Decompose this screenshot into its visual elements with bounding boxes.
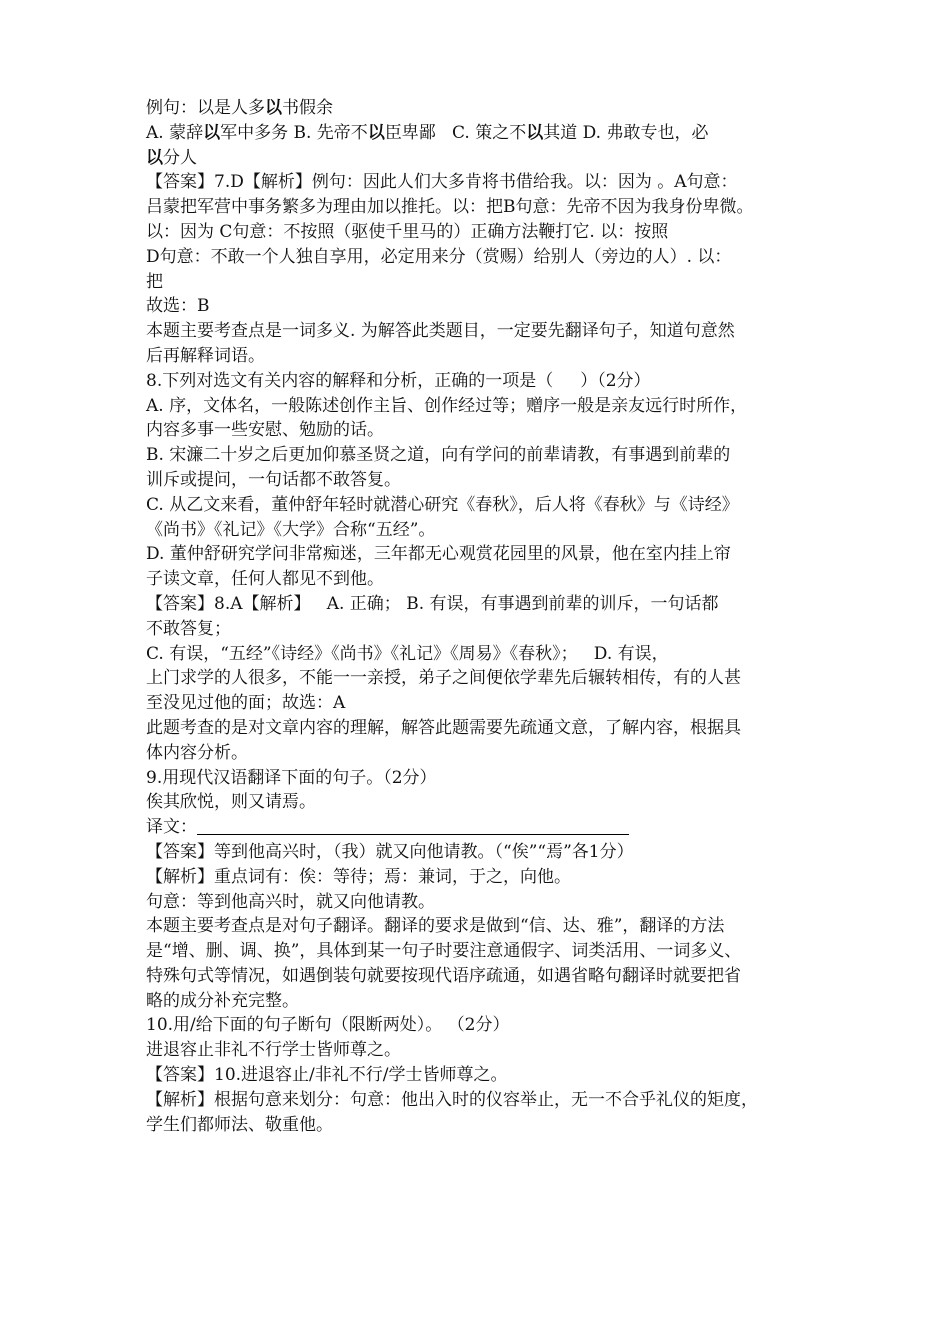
emphasized-char: 以	[146, 147, 163, 168]
text-run: 军中多务 B. 先帝不	[220, 122, 368, 143]
text-line	[146, 766, 820, 791]
text-run: 书假余	[282, 98, 333, 118]
document-page	[146, 96, 820, 1137]
text-line	[146, 567, 820, 592]
text-run: 后再解释词语。	[146, 345, 265, 366]
text-line	[146, 741, 820, 766]
text-line	[146, 790, 820, 815]
text-run: C. 有误，“五经”《诗经》《尚书》《礼记》《周易》《春秋》； D. 有误，	[146, 643, 669, 664]
text-run: 子读文章，任何人都见不到他。	[146, 569, 384, 590]
text-line	[146, 914, 820, 939]
text-line	[146, 542, 820, 567]
text-line	[146, 666, 820, 691]
text-run: C. 从乙文来看，董仲舒年轻时就潜心研究《春秋》，后人将《春秋》与《诗经》	[146, 494, 739, 515]
text-line	[146, 394, 820, 419]
text-run: 【答案】8.A【解析】 A. 正确； B. 有误，有事遇到前辈的训斥，一句话都	[146, 593, 719, 614]
text-line	[146, 270, 820, 295]
text-line	[146, 220, 820, 245]
answer-blank-line[interactable]	[197, 816, 629, 835]
emphasized-char: 以	[265, 98, 282, 118]
text-line	[146, 1038, 820, 1063]
text-run: 把	[146, 271, 163, 292]
text-run: 【答案】10.进退容止/非礼不行/学士皆师尊之。	[146, 1065, 508, 1086]
text-line	[146, 319, 820, 344]
text-line	[146, 245, 820, 270]
text-run: 分人	[163, 147, 197, 168]
text-line	[146, 964, 820, 989]
text-line	[146, 344, 820, 369]
text-run: 句意：等到他高兴时，就又向他请教。	[146, 891, 435, 912]
text-run: 内容多事一些安慰、勉励的话。	[146, 420, 384, 441]
text-run: 略的成分补充完整。	[146, 990, 299, 1011]
text-run: 学生们都师法、敬重他。	[146, 1114, 333, 1135]
text-line	[146, 518, 820, 543]
text-run: 以：因为 C句意：不按照（驱使千里马的）正确方法鞭打它. 以：按照	[146, 221, 669, 242]
text-run: 训斥或提问，一句话都不敢答复。	[146, 469, 401, 490]
text-run: 本题主要考查点是对句子翻译。翻译的要求是做到“信、达、雅”，翻译的方法	[146, 916, 725, 937]
text-line	[146, 294, 820, 319]
text-line	[146, 146, 820, 171]
text-line	[146, 989, 820, 1014]
text-line	[146, 592, 820, 617]
text-run: 译文：	[146, 817, 197, 838]
text-run: A. 序，文体名，一般陈述创作主旨、创作经过等；赠序一般是亲友远行时所作，	[146, 395, 748, 416]
text-run: 俟其欣悦，则又请焉。	[146, 792, 316, 813]
text-run: 本题主要考查点是一词多义. 为解答此类题目，一定要先翻译句子，知道句意然	[146, 321, 735, 342]
emphasized-char: 以	[367, 122, 385, 143]
text-run: 至没见过他的面；故选：A	[146, 693, 346, 714]
text-run: 9.用现代汉语翻译下面的句子。（2分）	[146, 767, 437, 788]
text-run: 【答案】7.D【解析】例句：因此人们大多肯将书借给我。以：因为 。A句意：	[146, 172, 738, 193]
text-line	[146, 369, 820, 394]
text-line	[146, 691, 820, 716]
emphasized-char: 以	[203, 122, 221, 143]
text-line	[146, 890, 820, 915]
text-run: 吕蒙把军营中事务繁多为理由加以推托。以：把B句意：先帝不因为我身份卑微。	[146, 197, 754, 218]
text-run: B. 宋濂二十岁之后更加仰慕圣贤之道，向有学问的前辈请教，有事遇到前辈的	[146, 445, 731, 466]
text-run: 故选：B	[146, 296, 210, 317]
text-run: 进退容止非礼不行学士皆师尊之。	[146, 1040, 401, 1061]
text-run: 【解析】根据句意来划分：句意：他出入时的仪容举止，无一不合乎礼仪的矩度，	[146, 1089, 758, 1110]
text-line	[146, 443, 820, 468]
text-run: A. 蒙辞	[146, 122, 204, 143]
text-line	[146, 493, 820, 518]
text-run: 10.用/给下面的句子断句（限断两处）。 （2分）	[146, 1015, 510, 1036]
text-run: 8.下列对选文有关内容的解释和分析，正确的一项是（ ）（2分）	[146, 370, 651, 391]
text-line	[146, 195, 820, 220]
text-line	[146, 815, 820, 840]
text-run: 此题考查的是对文章内容的理解，解答此题需要先疏通文意，了解内容，根据具	[146, 717, 741, 738]
text-run: 【解析】重点词有：俟：等待；焉：兼词，于之，向他。	[146, 866, 571, 887]
text-line	[146, 716, 820, 741]
text-line	[146, 96, 820, 121]
text-line	[146, 1013, 820, 1038]
text-line	[146, 939, 820, 964]
text-line	[146, 1088, 820, 1113]
text-run: 不敢答复；	[146, 618, 231, 639]
text-line	[146, 170, 820, 195]
text-run: 是“增、删、调、换”，具体到某一句子时要注意通假字、词类活用、一词多义、	[146, 941, 742, 962]
emphasized-char: 以	[526, 122, 544, 143]
text-run: 其道 D. 弗敢专也，必	[543, 122, 709, 143]
text-line	[146, 617, 820, 642]
text-run: 臣卑鄙 C. 策之不	[384, 122, 527, 143]
text-line	[146, 840, 820, 865]
text-line	[146, 468, 820, 493]
text-line	[146, 121, 820, 146]
text-run: 体内容分析。	[146, 742, 248, 763]
text-run: 【答案】等到他高兴时，（我）就又向他请教。（“俟”“焉”各1分）	[146, 841, 634, 862]
text-line	[146, 418, 820, 443]
text-run: D句意：不敢一个人独自享用，必定用来分（赏赐）给别人（旁边的人）. 以：	[146, 246, 732, 267]
text-run: 例句：以是人多	[146, 98, 265, 118]
text-line	[146, 642, 820, 667]
text-line	[146, 1113, 820, 1138]
text-line	[146, 865, 820, 890]
text-run: 特殊句式等情况，如遇倒装句就要按现代语序疏通，如遇省略句翻译时就要把省	[146, 965, 741, 986]
text-run: 上门求学的人很多，不能一一亲授，弟子之间便依学辈先后辗转相传，有的人甚	[146, 668, 741, 689]
text-run: D. 董仲舒研究学问非常痴迷，三年都无心观赏花园里的风景，他在室内挂上帘	[146, 544, 731, 565]
text-run: 《尚书》《礼记》《大学》合称“五经”。	[146, 519, 436, 540]
text-line	[146, 1063, 820, 1088]
